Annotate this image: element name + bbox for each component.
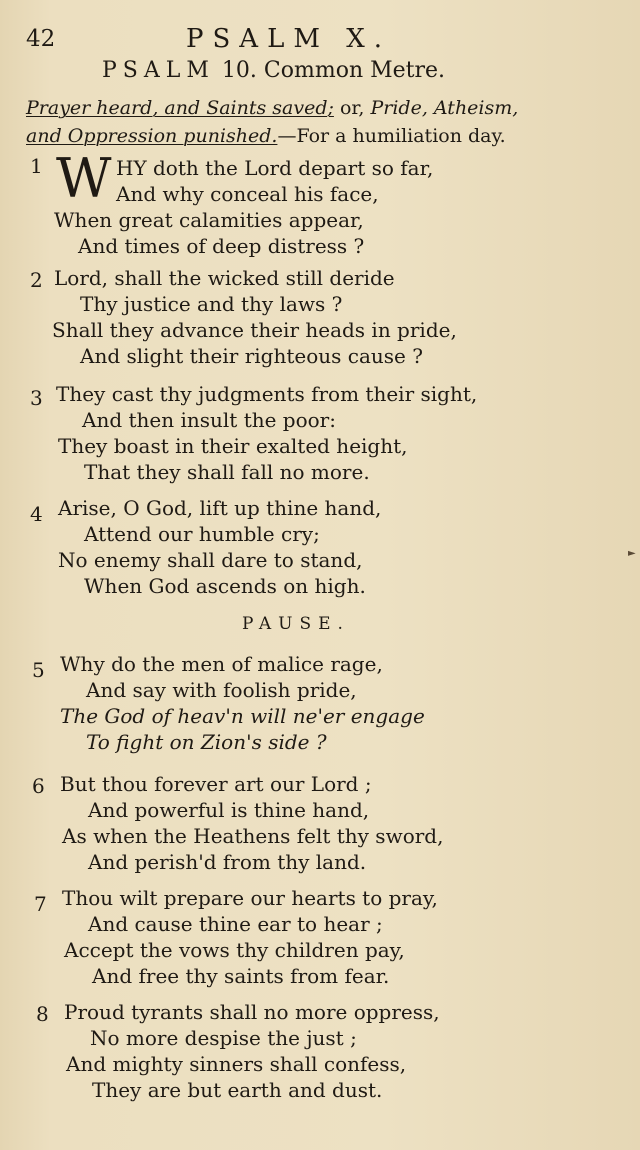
verse-line: When great calamities appear, <box>54 208 364 232</box>
verse-line: And cause thine ear to hear ; <box>88 912 383 936</box>
verse-number: 7 <box>34 892 47 916</box>
subtitle-pride: Pride, <box>370 97 428 119</box>
running-title: PSALM X. <box>186 24 392 54</box>
verse-line: They are but earth and dust. <box>92 1078 383 1102</box>
verse-number: 6 <box>32 774 45 798</box>
verse-line: Lord, shall the wicked still deride <box>54 266 395 290</box>
verse-number: 2 <box>30 268 43 292</box>
verse-line: Thy justice and thy laws ? <box>80 292 343 316</box>
verse-line: And mighty sinners shall confess, <box>66 1052 407 1076</box>
verse-line: And slight their righteous cause ? <box>80 344 423 368</box>
verse-line: HY doth the Lord depart so far, <box>116 156 434 180</box>
verse-line: Thou wilt prepare our hearts to pray, <box>62 886 438 910</box>
subtitle-part1: Prayer heard, and Saints saved; <box>26 97 334 119</box>
verse-line: And then insult the poor: <box>82 408 336 432</box>
verse-line: Accept the vows thy children pay, <box>64 938 405 962</box>
verse-number: 1 <box>30 154 43 178</box>
verse-line: Arise, O God, lift up thine hand, <box>58 496 382 520</box>
subtitle-or: or, <box>339 97 365 119</box>
subtitle-occasion: —For a humiliation day. <box>277 125 506 147</box>
psalm-subtitle <box>26 94 626 150</box>
verse-line: Why do the men of malice rage, <box>60 652 383 676</box>
verse-number: 3 <box>30 386 43 410</box>
verse-line: And powerful is thine hand, <box>88 798 370 822</box>
verse-line: And why conceal his face, <box>116 182 379 206</box>
verse-number: 8 <box>36 1002 49 1026</box>
verse-line: When God ascends on high. <box>84 574 366 598</box>
running-head <box>0 22 640 58</box>
pause-label: PAUSE. <box>242 614 350 634</box>
verse-line: And free thy saints from fear. <box>92 964 390 988</box>
verse-line: Shall they advance their heads in pride, <box>52 318 457 342</box>
metre-label: Common Metre. <box>263 58 446 83</box>
verse-line: They cast thy judgments from their sight, <box>56 382 478 406</box>
verse-line: They boast in their exalted height, <box>58 434 408 458</box>
verse-number: 5 <box>32 658 45 682</box>
verse-line: And perish'd from thy land. <box>88 850 367 874</box>
verse-line: Proud tyrants shall no more oppress, <box>64 1000 440 1024</box>
margin-mark: ► <box>628 548 636 559</box>
heading-caps: PSALM <box>102 58 215 83</box>
verse-line: The God of heav'n will ne'er engage <box>60 704 425 728</box>
verse-line: To fight on Zion's side ? <box>86 730 327 754</box>
psalm-heading <box>102 58 445 83</box>
heading-number: 10. <box>221 58 257 83</box>
verse-line: Attend our humble cry; <box>84 522 320 546</box>
verse-number: 4 <box>30 502 43 526</box>
verse-line: That they shall fall no more. <box>84 460 370 484</box>
verse-line: No more despise the just ; <box>90 1026 357 1050</box>
subtitle-oppression: and Oppression punished. <box>26 125 278 147</box>
verse-line: No enemy shall dare to stand, <box>58 548 363 572</box>
page-number: 42 <box>26 26 56 52</box>
verse-line: And times of deep distress ? <box>78 234 365 258</box>
verse-line: But thou forever art our Lord ; <box>60 772 372 796</box>
verse-line: As when the Heathens felt thy sword, <box>62 824 444 848</box>
subtitle-atheism: Atheism, <box>433 97 519 119</box>
drop-cap: W <box>56 147 112 210</box>
verse-line: And say with foolish pride, <box>86 678 357 702</box>
